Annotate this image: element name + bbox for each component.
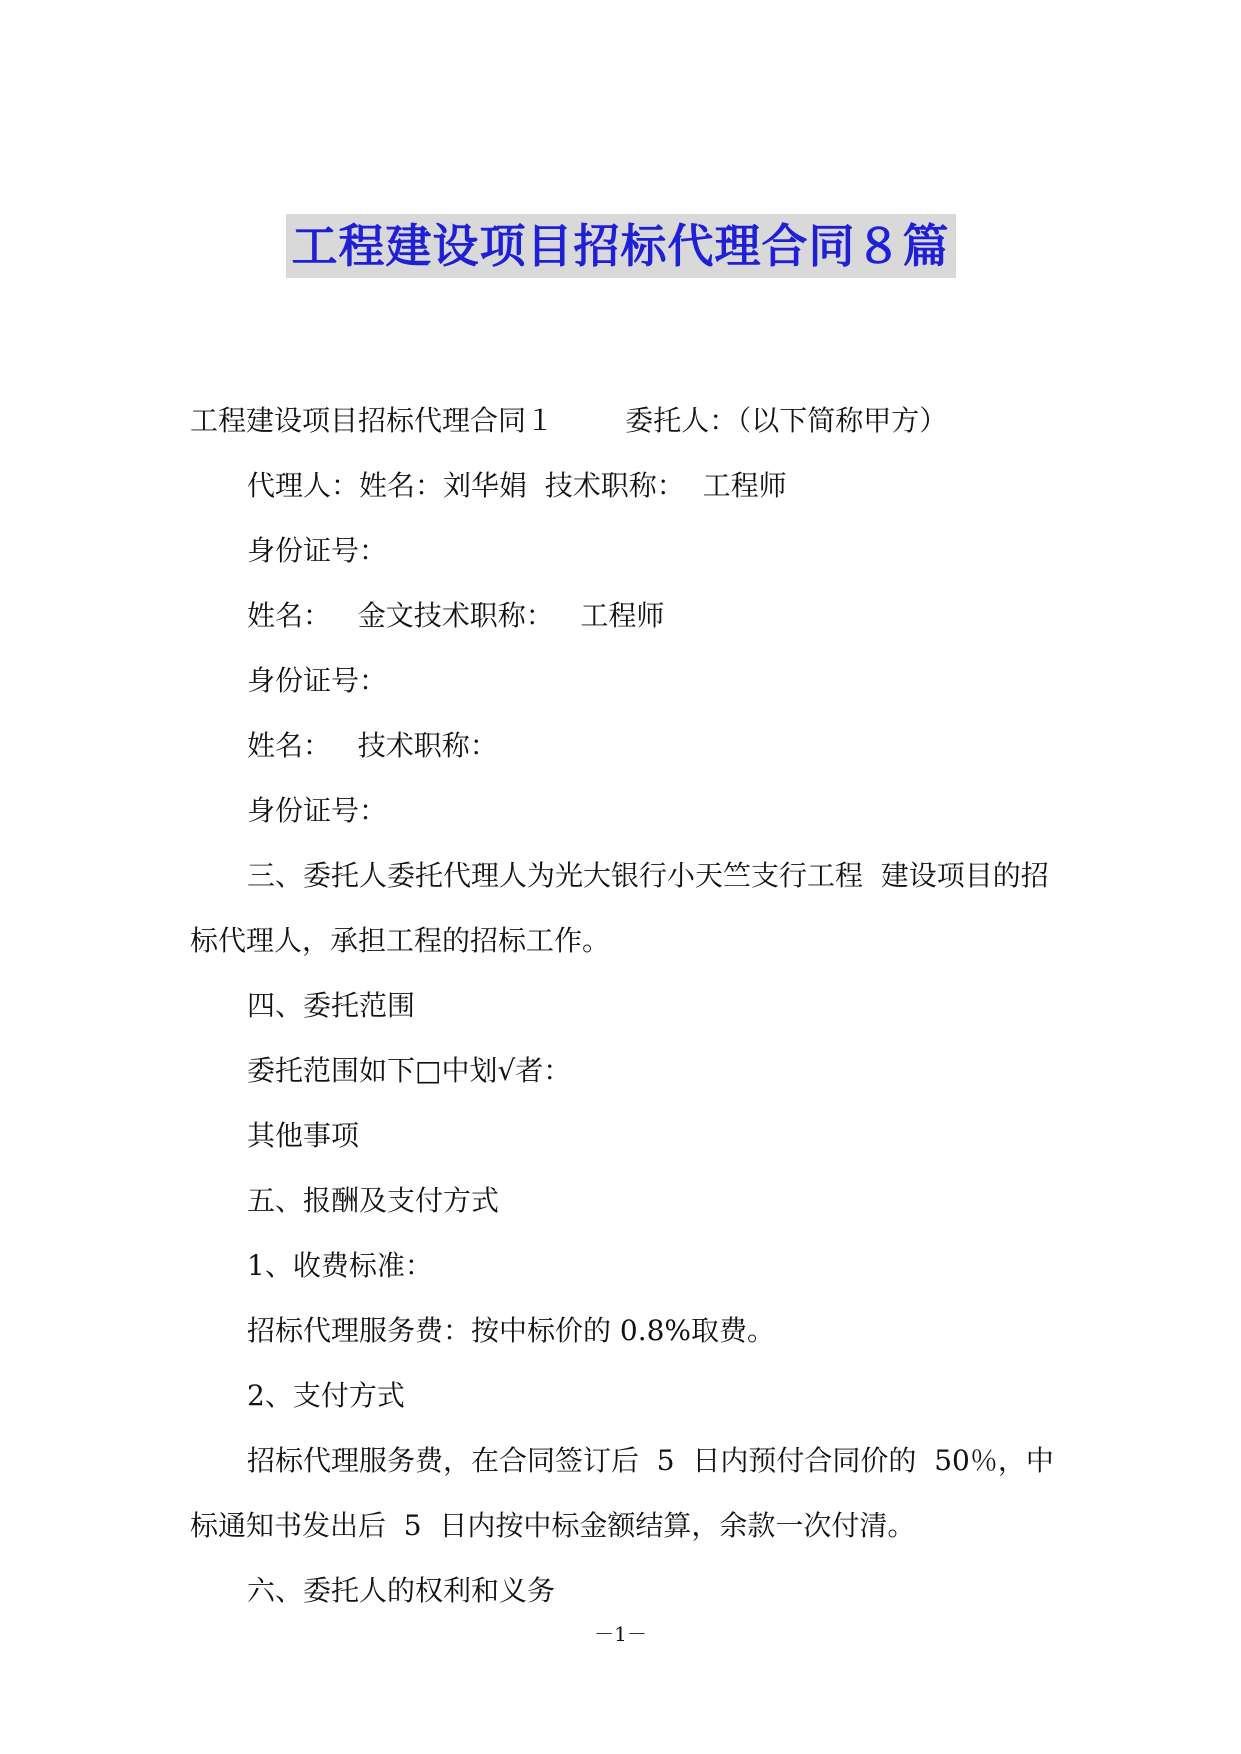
document-body xyxy=(190,388,1070,1623)
title-container xyxy=(0,214,1241,278)
paragraph: 2、支付方式 xyxy=(247,1379,405,1412)
paragraph: 三、委托人委托代理人为光大银行小天竺支行工程 建设项目的招标代理人，承担工程的招标工作。 xyxy=(190,859,1049,957)
paragraph: 身份证号： xyxy=(247,534,388,567)
paragraph: 招标代理服务费：按中标价的 0.8%取费。 xyxy=(247,1314,776,1347)
paragraph: 1、收费标准： xyxy=(247,1249,433,1282)
paragraph: 姓名： 技术职称： xyxy=(247,729,498,762)
paragraph: 五、报酬及支付方式 xyxy=(247,1184,500,1217)
paragraph: 其他事项 xyxy=(247,1119,360,1152)
paragraph: 姓名： 金文技术职称： 工程师 xyxy=(247,599,665,632)
document-title: 工程建设项目招标代理合同８篇 xyxy=(286,214,956,278)
paragraph: 六、委托人的权利和义务 xyxy=(247,1574,556,1607)
paragraph: 身份证号： xyxy=(247,664,388,697)
paragraph: 工程建设项目招标代理合同１ 委托人：（以下简称甲方） xyxy=(190,404,948,437)
paragraph: 四、委托范围 xyxy=(247,989,416,1022)
page-number: －1－ xyxy=(594,1622,647,1646)
paragraph: 委托范围如下□中划√者： xyxy=(247,1054,572,1087)
paragraph: 招标代理服务费，在合同签订后 5 日内预付合同价的 50％，中标通知书发出后 5 日内按中标金额结算，余款一次付清。 xyxy=(190,1444,1054,1542)
paragraph: 身份证号： xyxy=(247,794,388,827)
paragraph: 代理人：姓名：刘华娟 技术职称： 工程师 xyxy=(247,469,787,502)
